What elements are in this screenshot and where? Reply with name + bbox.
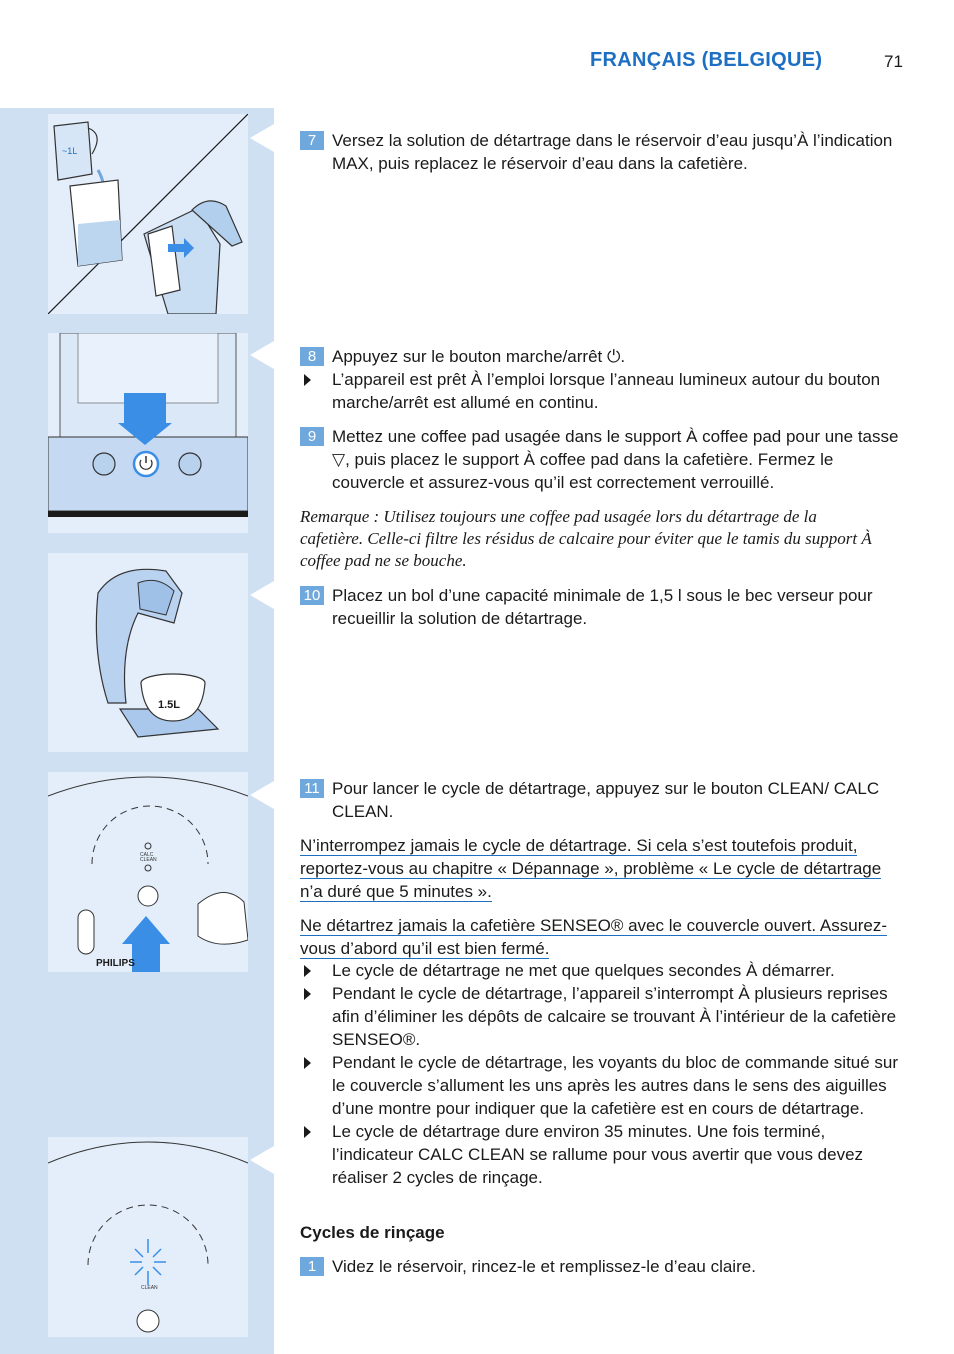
step-text: Pour lancer le cycle de détartrage, appuyez sur le bouton CLEAN/ CALC CLEAN. <box>332 779 880 821</box>
panel-pointer <box>250 1146 274 1174</box>
panel-pointer <box>250 341 274 369</box>
warning-text: N’interrompez jamais le cycle de détartrage. Si cela s’est toutefois produit, reportez-vous au chapitre « Dépannage », problème « Le cycle de détartrage n’a duré que 5 minutes ». <box>300 836 882 901</box>
step-text: Videz le réservoir, rincez-le et remplissez-le d’eau claire. <box>332 1257 756 1276</box>
bullet-item: Le cycle de détartrage dure environ 35 minutes. Une fois terminé, l’indicateur CALC CLEAN se rallume pour vous avertir que vous devez réaliser 2 cycles de rinçage. <box>300 1120 902 1189</box>
figure-power-button <box>48 333 248 533</box>
step-10 <box>300 584 902 630</box>
bullet-item: Pendant le cycle de détartrage, l’appareil s’interrompt À plusieurs reprises afin d’éliminer les dépôts de calcaire se trouvant À l’intérieur de la cafetière SENSEO®. <box>300 982 902 1051</box>
step-text: Versez la solution de détartrage dans le réservoir d’eau jusqu’À l’indication MAX, puis replacez le réservoir d’eau dans la cafetière. <box>332 131 893 173</box>
warning-lid <box>300 914 902 960</box>
bullet-item: Le cycle de détartrage ne met que quelques secondes À démarrer. <box>300 959 902 982</box>
step-8 <box>300 345 902 414</box>
bullet-item: L’appareil est prêt À l’emploi lorsque l’anneau lumineux autour du bouton marche/arrêt est allumé en continu. <box>300 368 902 414</box>
step-text: Appuyez sur le bouton marche/arrêt ⏻. <box>332 347 626 366</box>
step-9 <box>300 425 902 494</box>
panel-pointer <box>250 581 274 609</box>
step-number: 8 <box>300 347 324 366</box>
rinse-heading: Cycles de rinçage <box>300 1223 445 1242</box>
jug-mark: ~1L <box>62 146 78 156</box>
step-7 <box>300 129 902 175</box>
step-text: Placez un bol d’une capacité minimale de 1,5 l sous le bec verseur pour recueillir la solution de détartrage. <box>332 586 873 628</box>
note: Remarque : Utilisez toujours une coffee pad usagée lors du détartrage de la cafetière. Celle-ci filtre les résidus de calcaire pour éviter que le tamis du support À coffee pad ne se bouche. <box>300 507 872 570</box>
figure-press-clean <box>48 772 248 972</box>
rinse-step-1 <box>300 1255 902 1278</box>
figure-bowl-under-spout <box>48 553 248 752</box>
step-number: 7 <box>300 131 324 150</box>
warning-interrupt <box>300 834 902 903</box>
clean-label: CLEAN <box>140 857 157 863</box>
brand-logo: PHILIPS <box>96 958 135 969</box>
panel-pointer <box>250 781 274 809</box>
bowl-label: 1.5L <box>158 699 181 711</box>
figure-fill-reservoir <box>48 114 248 314</box>
step-number: 11 <box>300 779 324 798</box>
bullet-list <box>300 959 902 1189</box>
bullet-item: Pendant le cycle de détartrage, les voyants du bloc de commande situé sur le couvercle s’allument les uns après les autres dans le sens des aiguilles d’une montre pour indiquer que la cafetière est en cours de détartrage. <box>300 1051 902 1120</box>
step-11 <box>300 777 902 823</box>
calc-label: CALC <box>140 852 154 858</box>
step-number: 10 <box>300 586 324 605</box>
figure-calc-clean-light <box>48 1137 248 1337</box>
section-title: FRANÇAIS (BELGIQUE) <box>590 49 823 71</box>
clean-label: CLEAN <box>141 1285 158 1291</box>
warning-text: Ne détartrez jamais la cafetière SENSEO® avec le couvercle ouvert. Assurez-vous d’abord qu’il est bien fermé. <box>300 916 887 958</box>
panel-pointer <box>250 124 274 152</box>
step-number: 1 <box>300 1257 324 1276</box>
page-number: 71 <box>884 52 903 71</box>
step-number: 9 <box>300 427 324 446</box>
step-text: Mettez une coffee pad usagée dans le support À coffee pad pour une tasse ▽, puis placez le support À coffee pad dans la cafetière. Fermez le couvercle et assurez-vous qu’il est correctement verrouillé. <box>332 427 899 492</box>
